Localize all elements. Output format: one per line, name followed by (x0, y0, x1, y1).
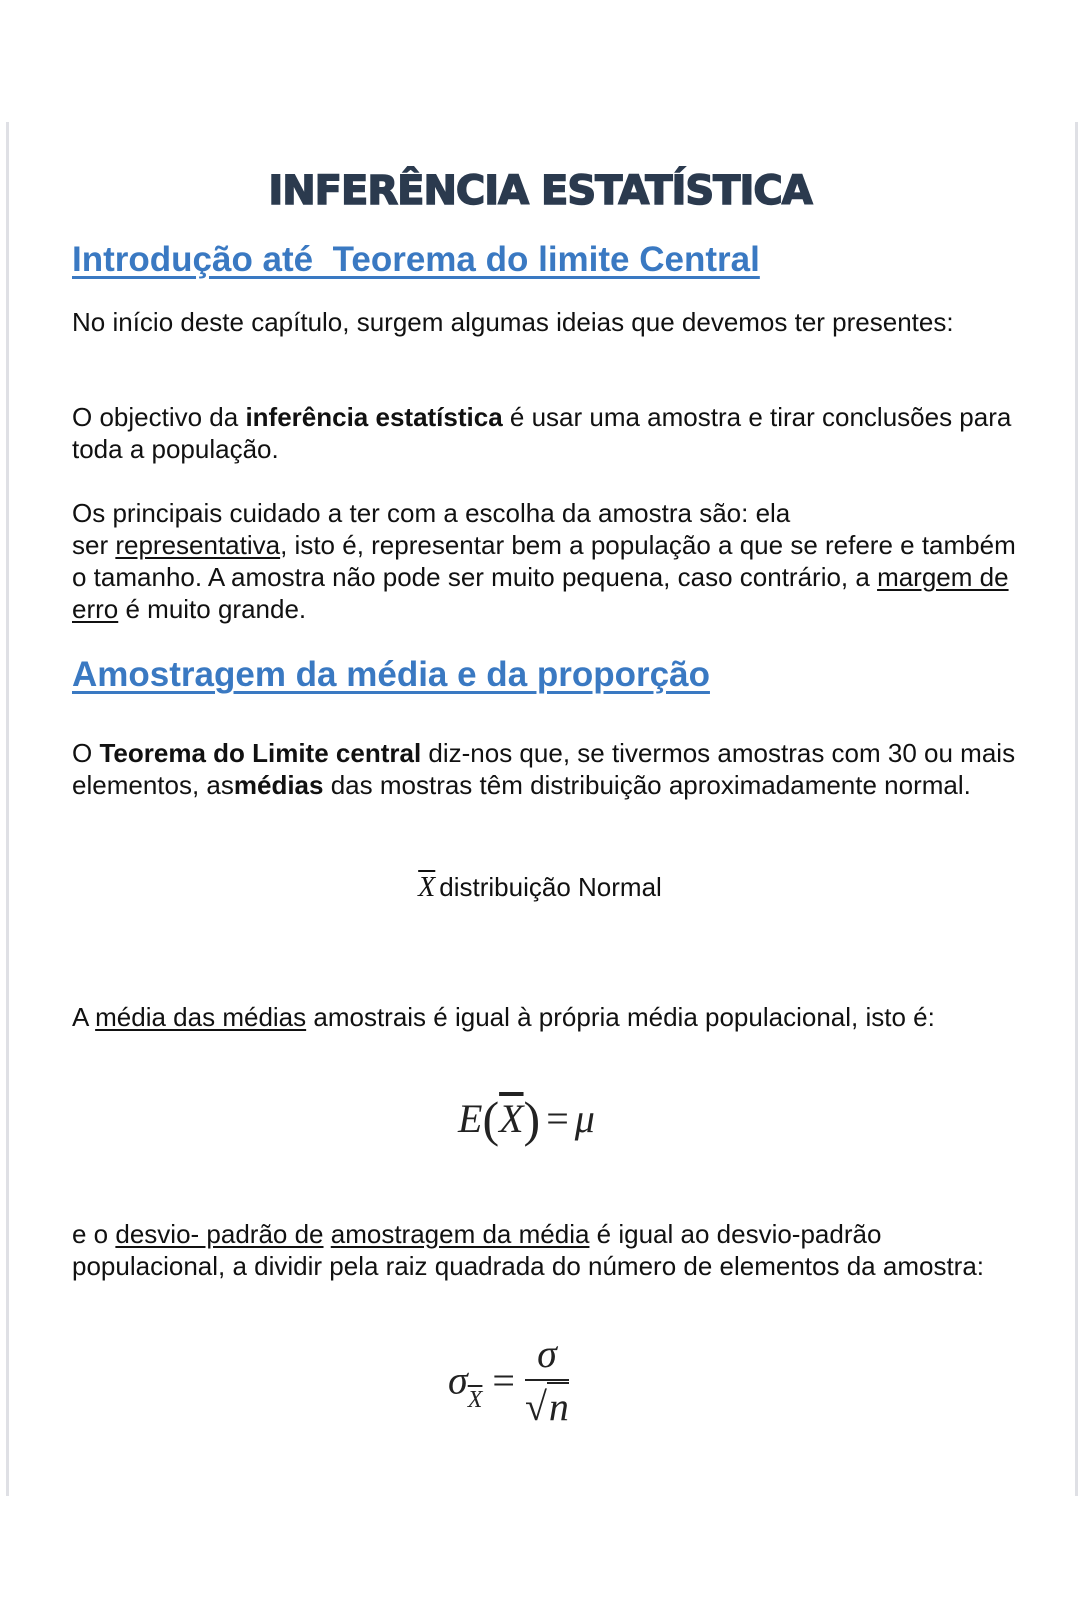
paragraph-intro (72, 306, 1032, 338)
symbol-n: n (548, 1384, 569, 1429)
underlined-term-amostragem-media: amostragem da média (330, 1219, 590, 1249)
text: Os principais cuidado a ter com a escolha da amostra são: ela (72, 498, 791, 528)
symbol-mu: μ (574, 1096, 595, 1141)
formula-expected-value (458, 1090, 595, 1148)
bold-term-teorema: Teorema do Limite central (99, 738, 422, 768)
section-heading-amostragem: Amostragem da média e da proporção (72, 655, 710, 694)
text: e o (72, 1219, 116, 1249)
text: diz-nos que, se tivermos amostras com 30 ou mais elementos, as (72, 738, 1016, 800)
symbol-E: E (458, 1096, 483, 1141)
equals-sign: = (546, 1096, 569, 1141)
symbol-sigma: σ (448, 1357, 468, 1403)
text: ser (72, 530, 116, 560)
paren-open: ( (482, 1091, 500, 1147)
paragraph-media-das-medias (72, 1001, 1032, 1033)
text: é usar uma amostra e tirar conclusões para toda a população. (72, 402, 1012, 464)
paragraph-intro-text: No início deste capítulo, surgem algumas ideias que devemos ter presentes: (72, 307, 954, 337)
paragraph-cuidados (72, 497, 1032, 625)
text: A (72, 1002, 96, 1032)
denominator (525, 1381, 569, 1430)
xbar-symbol: $\overline{X}$ (418, 872, 436, 903)
paren-close: ) (523, 1091, 541, 1147)
symbol-xbar: $\overline{X}$ (499, 1096, 524, 1141)
equals-sign: = (492, 1357, 515, 1403)
formula-standard-error (448, 1330, 569, 1430)
bold-term-medias: médias (233, 770, 324, 800)
xbar-distribution-line (0, 872, 1080, 904)
paragraph-teorema (72, 737, 1032, 801)
text: é igual ao desvio-padrão populacional, a dividir pela raiz quadrada do número de elementos da amostra: (72, 1219, 985, 1281)
subscript-xbar: X (467, 1387, 483, 1414)
sqrt-icon: √ (524, 1384, 547, 1429)
text: amostrais é igual à própria média populacional, isto é: (306, 1002, 935, 1032)
text: O (72, 738, 100, 768)
text: distribuição Normal (439, 872, 662, 902)
underlined-term-margem-de-erro: margem de erro (72, 562, 1009, 624)
bold-term-inferencia: inferência estatística (245, 402, 503, 432)
text: O objectivo da (72, 402, 246, 432)
paragraph-desvio-padrao (72, 1218, 1032, 1282)
underlined-term-representativa: representativa (115, 530, 281, 560)
paragraph-objectivo (72, 401, 1032, 465)
text: , isto é, representar bem a população a que se refere e também o tamanho. A amostra não pode ser muito pequena, caso contrário, a (72, 530, 1016, 592)
underlined-term-desvio-padrao: desvio- padrão de (115, 1219, 324, 1249)
underlined-term-media-das-medias: média das médias (95, 1002, 307, 1032)
text: é muito grande. (118, 594, 307, 624)
document-title: INFERÊNCIA ESTATÍSTICA (268, 168, 812, 214)
text: das mostras têm distribuição aproximadamente normal. (323, 770, 971, 800)
fraction (525, 1330, 569, 1430)
text (324, 1219, 331, 1249)
section-heading-introducao: Introdução até Teorema do limite Central (72, 240, 760, 279)
numerator-sigma: σ (525, 1330, 569, 1381)
